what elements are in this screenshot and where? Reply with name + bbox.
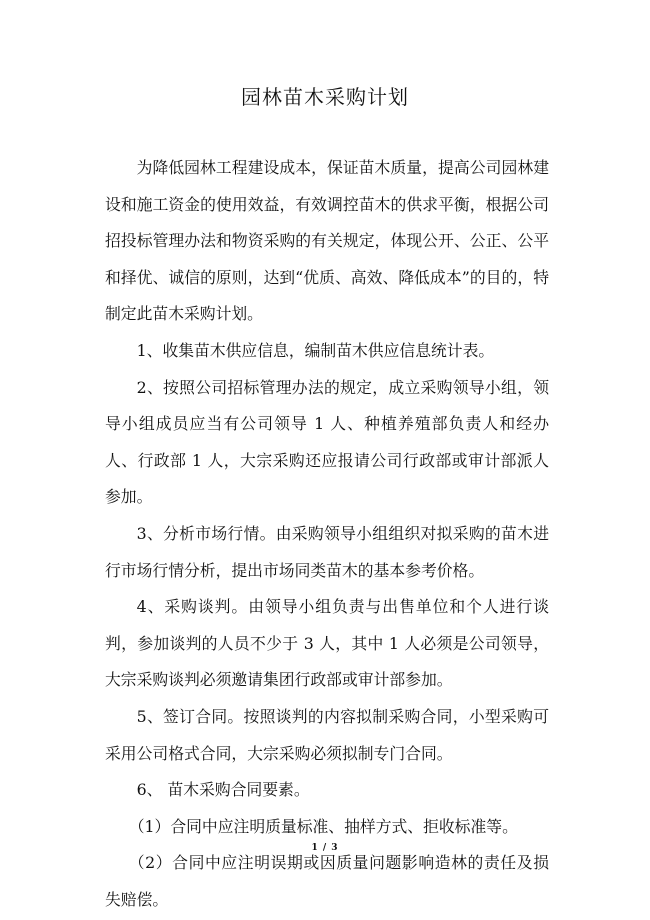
item-6-paragraph: 6、 苗木采购合同要素。 [136, 780, 310, 800]
item-2-paragraph: 2、按照公司招标管理办法的规定，成立采购领导小组，领导小组成员应当有公司领导 1 人、种植养殖部负责人和经办人、行政部 1 人，大宗采购还应报请公司行政部或审计部派人参加。 [105, 377, 549, 507]
sub-item-2-paragraph: （2）合同中应注明误期或因质量问题影响造林的责任及损失赔偿。 [105, 853, 549, 909]
document-body [105, 150, 549, 918]
intro-paragraph: 为降低园林工程建设成本，保证苗木质量，提高公司园林建设和施工资金的使用效益，有效调控苗木的供求平衡，根据公司招投标管理办法和物资采购的有关规定，体现公开、公正、公平和择优、诚信的原则，达到“优质、高效、降低成本”的目的，特制定此苗木采购计划。 [105, 158, 549, 324]
item-4-paragraph: 4、采购谈判。由领导小组负责与出售单位和个人进行谈判，参加谈判的人员不少于 3 人，其中 1 人必须是公司领导，大宗采购谈判必须邀请集团行政部或审计部参加。 [105, 597, 549, 690]
document-title: 园林苗木采购计划 [241, 85, 409, 109]
item-5-paragraph: 5、签订合同。按照谈判的内容拟制采购合同，小型采购可采用公司格式合同，大宗采购必须拟制专门合同。 [105, 706, 549, 763]
page-number: 1 / 3 [311, 843, 339, 853]
sub-item-1-paragraph: （1）合同中应注明质量标准、抽样方式、拒收标准等。 [128, 816, 518, 836]
item-3-paragraph: 3、分析市场行情。由采购领导小组组织对拟采购的苗木进行市场行情分析，提出市场同类苗木的基本参考价格。 [105, 523, 549, 580]
item-1-paragraph: 1、收集苗木供应信息，编制苗木供应信息统计表。 [136, 340, 495, 360]
